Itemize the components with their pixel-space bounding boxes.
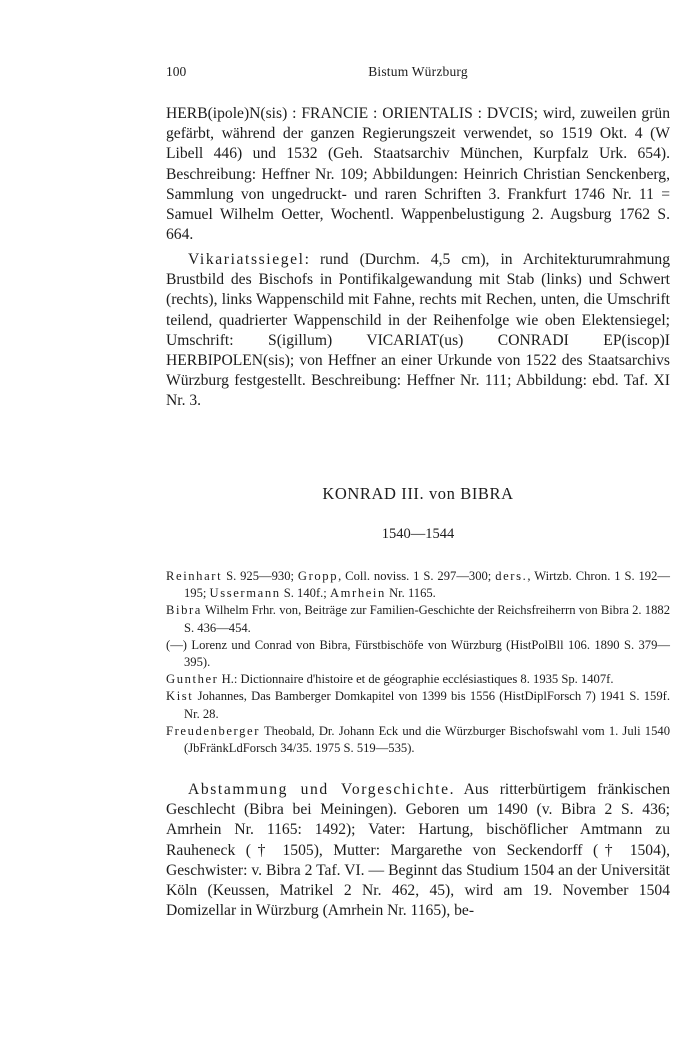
running-header: [166, 64, 670, 84]
bibliography-entry: [166, 671, 670, 688]
paragraph-text: : rund (Durchm. 4,5 cm), in Architekturumrahmung Brustbild des Bischofs in Pontifikalgewandung mit Stab (links) und Schwert (rechts), links Wappenschild mit Fahne, rechts mit Rechen, unten, die Umschrift teilend, quadrierter Wappenschild in der Reihenfolge wie oben Elektensiegel; Umschrift: S(igillum) VICARIAT(us) CONRADI EP(iscop)I HERBIPOLEN(sis); von Heffner an einer Urkunde von 1522 des Staatsarchivs Würzburg festgestellt. Beschreibung: Heffner Nr. 111; Abbildung: ebd. Taf. XI Nr. 3.: [166, 251, 670, 410]
bib-text: Theobald, Dr. Johann Eck und die Würzburger Bischofswahl vom 1. Juli 1540 (JbFränkLdForsch 34/35. 1975 S. 519—535).: [184, 723, 670, 756]
running-title: Bistum Würzburg: [368, 64, 468, 79]
bibliography-entry: [166, 637, 670, 671]
bibliography-entry: [166, 688, 670, 722]
bibliography-entry: [166, 723, 670, 757]
bib-text: Wilhelm Frhr. von, Beiträge zur Familien-Geschichte der Reichsfreiherrn von Bibra 2. 1882 S. 436—454.: [184, 603, 670, 635]
bibliography-list: [166, 568, 670, 757]
section-years: 1540—1544: [381, 526, 455, 542]
paragraph-lead: Abstammung und Vorgeschichte: [188, 781, 450, 798]
section-title: KONRAD III. von BIBRA: [322, 484, 514, 503]
bib-text: Lorenz und Conrad von Bibra, Fürstbischöfe von Würzburg (HistPolBll 106. 1890 S. 379—395).: [184, 637, 670, 670]
paragraph-text: . Aus ritterbürtigem fränkischen Geschlecht (Bibra bei Meiningen). Geboren um 1490 (v. Bibra 2 S. 436; Amrhein Nr. 1165: 1492); Vater: Hartung, bischöflicher Amtmann zu Rauheneck († 1505), Mutter: Margarethe von Seckendorff († 1504), Geschwister: v. Bibra 2 Taf. VI. — Beginnt das Studium 1504 an der Universität Köln (Keussen, Matrikel 2 Nr. 462, 45), wird am 19. November 1504 Domizellar in Würzburg (Amrhein Nr. 1165), be-: [166, 781, 670, 920]
paragraph-seal-description: HERB(ipole)N(sis) : FRANCIE : ORIENTALIS : DVCIS; wird, zuweilen grün gefärbt, während der ganzen Regierungszeit verwendet, so 1519 Okt. 4 (W Libell 446) und 1532 (Geh. Staatsarchiv München, Kurpfalz Urk. 654). Beschreibung: Heffner Nr. 109; Abbildungen: Heinrich Christian Senckenberg, Sammlung von ungedruckt- und raren Schriften 3. Frankfurt 1746 Nr. 11 = Samuel Wilhelm Oetter, Wochentl. Wappenbelustigung 2. Augsburg 1762 S. 664.: [166, 105, 670, 244]
bib-author: (—): [166, 637, 187, 652]
bib-text: H.: Dictionnaire d'histoire et de géographie ecclésiastiques 8. 1935 Sp. 1407f.: [218, 672, 614, 687]
bib-author: Ussermann: [209, 586, 281, 601]
bib-author: Kist: [166, 689, 194, 704]
bib-author: ders.: [495, 569, 528, 583]
bib-author: Gropp: [297, 569, 339, 583]
bib-author: Reinhart: [166, 569, 223, 583]
bib-author: Bibra: [166, 603, 202, 618]
bib-text: , Wirtzb. Chron. 1 S. 192—195;: [184, 569, 670, 601]
paragraph-ancestry: [166, 780, 670, 921]
bib-text: S. 925—930;: [222, 569, 298, 583]
bib-text: Johannes, Das Bamberger Domkapitel von 1399 bis 1556 (HistDiplForsch 7) 1941 S. 159f. Nr. 28.: [184, 689, 670, 721]
bibliography-entry: [166, 568, 670, 602]
bib-text: Nr. 1165.: [385, 586, 436, 601]
bib-author: Gunther: [166, 672, 219, 687]
page-number: 100: [166, 64, 187, 79]
paragraph-lead: Vikariatssiegel: [188, 251, 305, 268]
bibliography-entry: [166, 602, 670, 636]
bib-author: Amrhein: [329, 586, 386, 601]
bib-author: Freudenberger: [166, 723, 261, 738]
paragraph-vicariate-seal: [166, 250, 670, 412]
bib-text: , Coll. noviss. 1 S. 297—300;: [338, 569, 496, 583]
bib-text: S. 140f.;: [280, 586, 330, 601]
